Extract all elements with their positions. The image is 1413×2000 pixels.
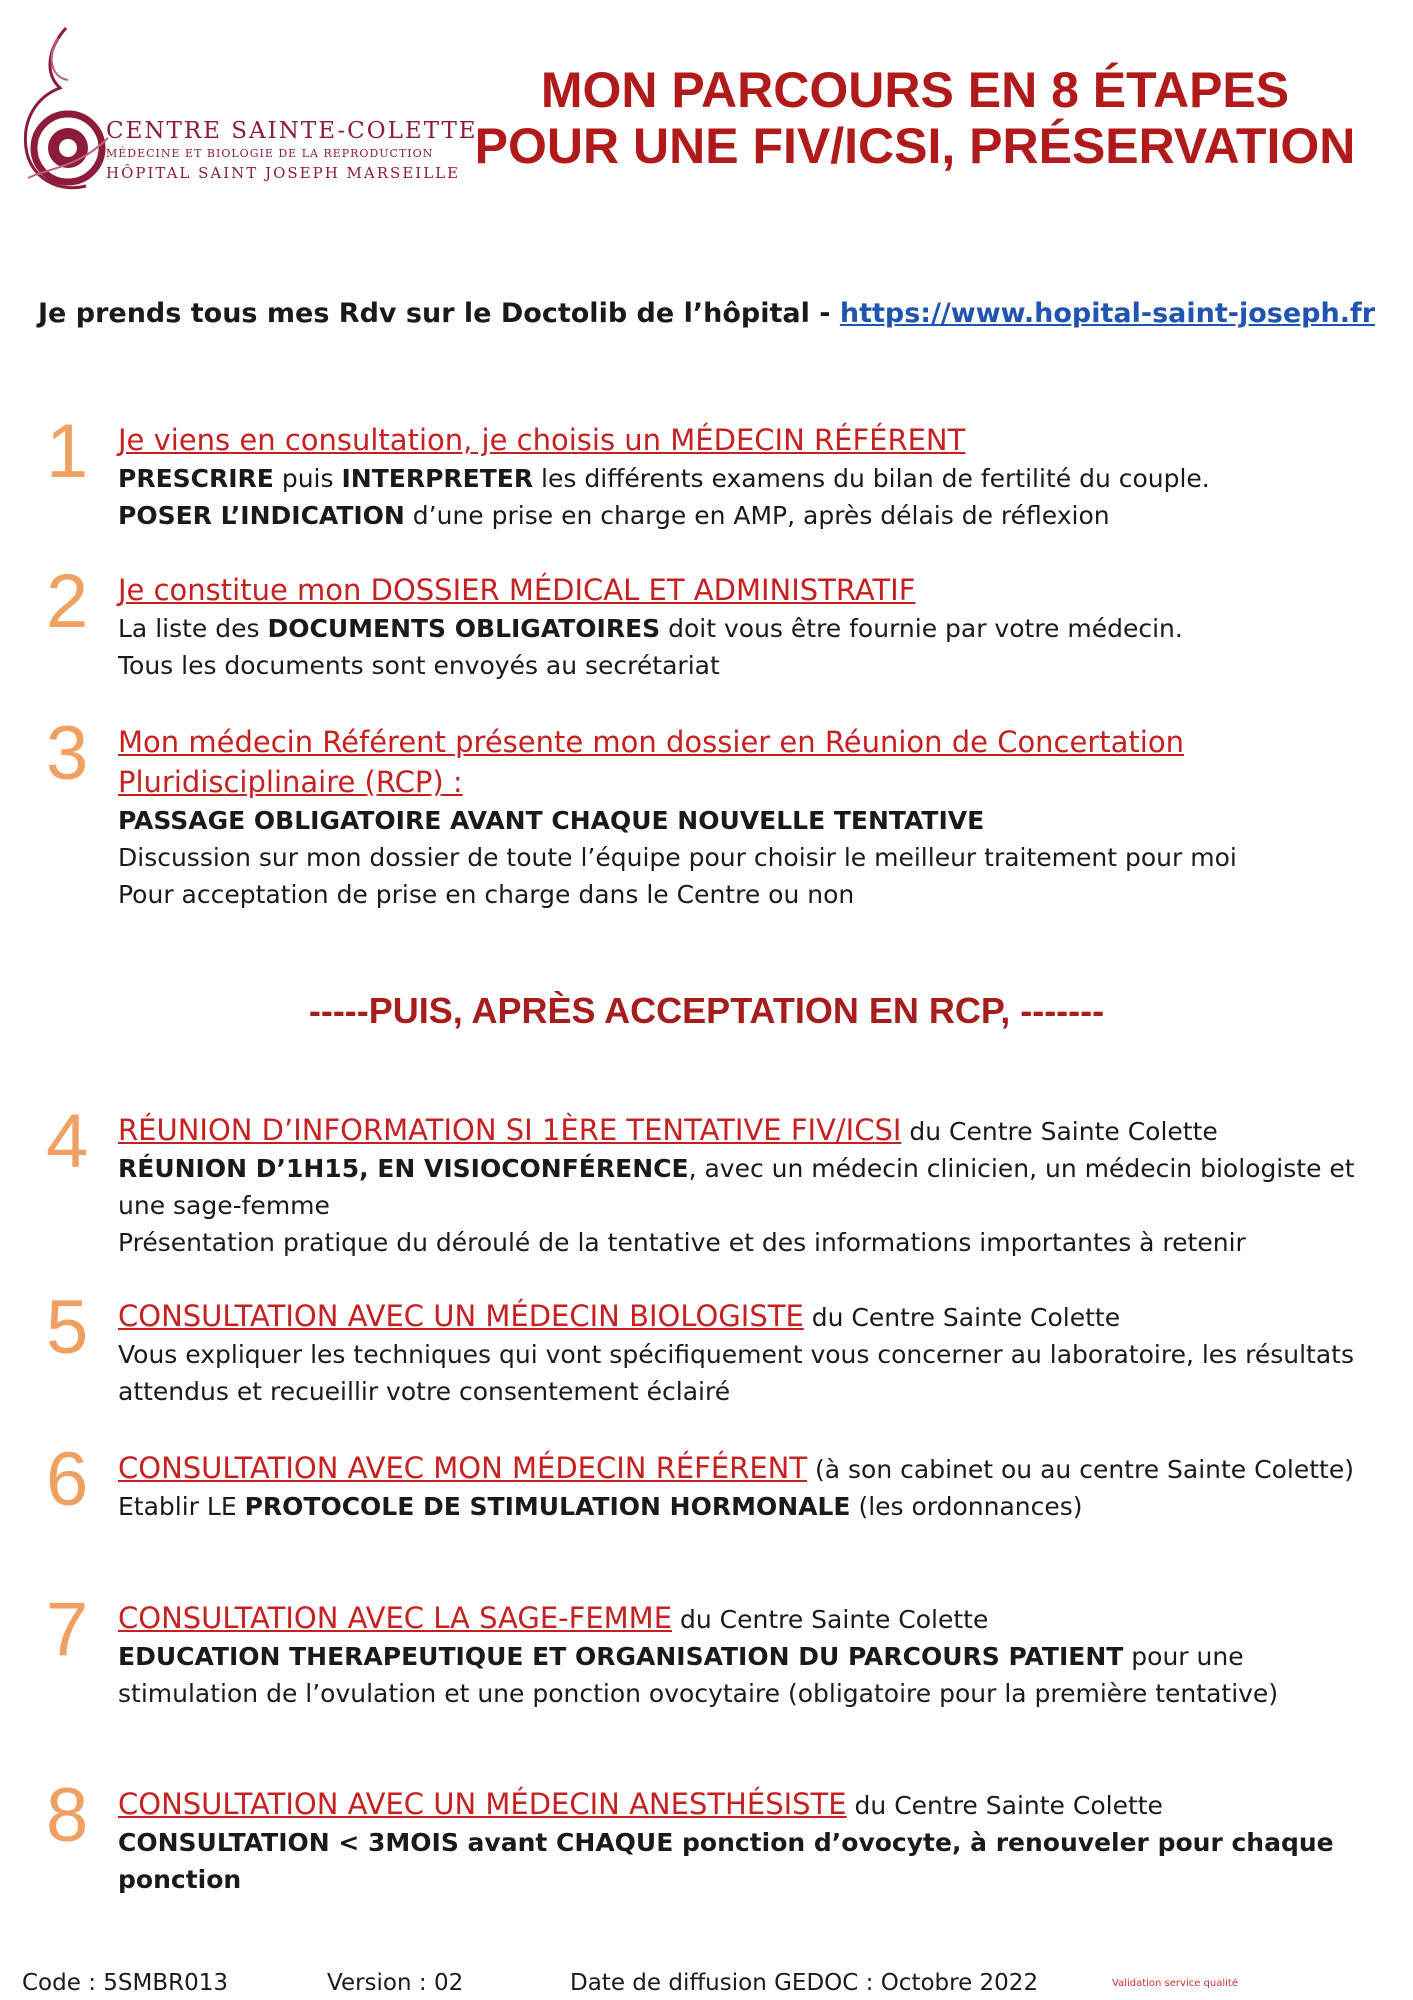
step-heading: RÉUNION D’INFORMATION SI 1ÈRE TENTATIVE FIV/ICSI bbox=[118, 1113, 902, 1147]
logo-text bbox=[106, 116, 478, 184]
step-heading-suffix: du Centre Sainte Colette bbox=[803, 1303, 1121, 1332]
step-number: 2 bbox=[46, 559, 89, 644]
step-3 bbox=[46, 711, 1388, 913]
rcp-separator: -----PUIS, APRÈS ACCEPTATION EN RCP, ------- bbox=[308, 990, 1105, 1031]
step-6 bbox=[46, 1437, 1388, 1525]
logo-subtitle: MÉDECINE ET BIOLOGIE DE LA REPRODUCTION bbox=[106, 147, 434, 160]
title-line-1: MON PARCOURS EN 8 ÉTAPES bbox=[540, 62, 1290, 118]
footer-validation: Validation service qualité bbox=[1112, 1978, 1239, 1989]
step-line: Pour acceptation de prise en charge dans le Centre ou non bbox=[118, 880, 855, 909]
step-heading: Mon médecin Référent présente mon dossier en Réunion de Concertation bbox=[118, 725, 1184, 759]
step-number: 5 bbox=[46, 1285, 89, 1370]
step-line: PRESCRIRE puis INTERPRETER les différents examens du bilan de fertilité du couple. bbox=[118, 464, 1210, 493]
step-heading-suffix: du Centre Sainte Colette bbox=[846, 1791, 1163, 1820]
page-title bbox=[455, 62, 1375, 174]
step-heading: Je viens en consultation, je choisis un MÉDECIN RÉFÉRENT bbox=[118, 423, 966, 457]
step-number: 3 bbox=[46, 711, 89, 796]
step-number: 1 bbox=[46, 409, 89, 494]
step-heading-suffix: du Centre Sainte Colette bbox=[672, 1605, 989, 1634]
step-heading: CONSULTATION AVEC UN MÉDECIN ANESTHÉSISTE bbox=[118, 1787, 847, 1821]
step-number: 6 bbox=[46, 1437, 89, 1522]
step-heading-cont: Pluridisciplinaire (RCP) : bbox=[118, 765, 463, 799]
logo-name: CENTRE SAINTE-COLETTE bbox=[106, 118, 478, 144]
step-heading: CONSULTATION AVEC LA SAGE-FEMME bbox=[118, 1601, 673, 1635]
footer-version: Version : 02 bbox=[327, 1970, 464, 1996]
step-number: 7 bbox=[46, 1587, 89, 1672]
step-heading: Je constitue mon DOSSIER MÉDICAL ET ADMINISTRATIF bbox=[118, 573, 916, 607]
step-heading: CONSULTATION AVEC UN MÉDECIN BIOLOGISTE bbox=[118, 1299, 804, 1333]
step-8 bbox=[46, 1773, 1388, 1898]
footer-date: Date de diffusion GEDOC : Octobre 2022 bbox=[570, 1970, 1039, 1996]
footer-code: Code : 5SMBR013 bbox=[22, 1970, 228, 1996]
hospital-link[interactable]: https://www.hopital-saint-joseph.fr bbox=[839, 298, 1376, 329]
appointment-text: Je prends tous mes Rdv sur le Doctolib de l’hôpital - bbox=[38, 298, 840, 329]
title-line-2: POUR UNE FIV/ICSI, PRÉSERVATION bbox=[474, 118, 1356, 174]
step-5 bbox=[46, 1285, 1388, 1410]
step-1 bbox=[46, 409, 1388, 534]
step-line: Tous les documents sont envoyés au secrétariat bbox=[118, 651, 720, 680]
step-line: CONSULTATION < 3MOIS avant CHAQUE ponction d’ovocyte, à renouveler pour chaque ponction bbox=[118, 1828, 1334, 1894]
step-line: Discussion sur mon dossier de toute l’équipe pour choisir le meilleur traitement pour moi bbox=[118, 843, 1237, 872]
step-line: PASSAGE OBLIGATOIRE AVANT CHAQUE NOUVELLE TENTATIVE bbox=[118, 806, 985, 835]
step-7 bbox=[46, 1587, 1388, 1712]
step-heading-suffix: du Centre Sainte Colette bbox=[901, 1117, 1218, 1146]
step-4 bbox=[46, 1099, 1388, 1261]
step-line: Présentation pratique du déroulé de la tentative et des informations importantes à retenir bbox=[118, 1228, 1246, 1257]
step-line: Vous expliquer les techniques qui vont spécifiquement vous concerner au laboratoire, les résultats attendus et recueillir votre consentement éclairé bbox=[118, 1340, 1355, 1406]
hospital-logo bbox=[8, 18, 478, 198]
step-heading-suffix: (à son cabinet ou au centre Sainte Colette) bbox=[807, 1455, 1354, 1484]
step-2 bbox=[46, 559, 1388, 684]
step-line: POSER L’INDICATION d’une prise en charge en AMP, après délais de réflexion bbox=[118, 501, 1110, 530]
appointment-line bbox=[38, 298, 1398, 329]
step-line: RÉUNION D’1H15, EN VISIOCONFÉRENCE, avec un médecin clinicien, un médecin biologiste et une sage-femme bbox=[118, 1154, 1355, 1220]
step-line: La liste des DOCUMENTS OBLIGATOIRES doit vous être fournie par votre médecin. bbox=[118, 614, 1183, 643]
step-line: Etablir LE PROTOCOLE DE STIMULATION HORMONALE (les ordonnances) bbox=[118, 1492, 1083, 1521]
step-number: 4 bbox=[46, 1099, 89, 1184]
logo-emblem-icon bbox=[8, 18, 118, 198]
step-number: 8 bbox=[46, 1773, 89, 1858]
step-line: EDUCATION THERAPEUTIQUE ET ORGANISATION DU PARCOURS PATIENT pour une stimulation de l’ovulation et une ponction ovocytaire (obligatoire pour la première tentative) bbox=[118, 1642, 1279, 1708]
step-heading: CONSULTATION AVEC MON MÉDECIN RÉFÉRENT bbox=[118, 1451, 808, 1485]
logo-hospital: HÔPITAL SAINT JOSEPH MARSEILLE bbox=[106, 164, 461, 182]
